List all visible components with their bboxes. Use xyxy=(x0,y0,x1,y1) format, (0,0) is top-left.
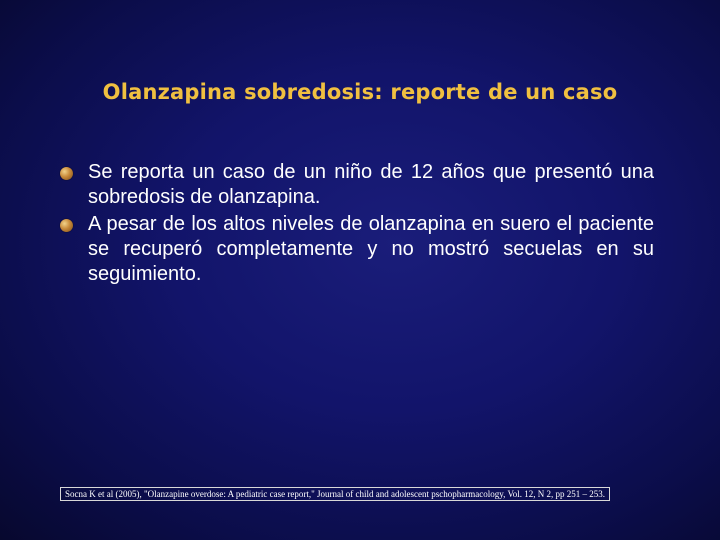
list-item xyxy=(60,160,654,210)
list-item xyxy=(60,212,654,287)
citation-box: Socna K et al (2005), "Olanzapine overdose: A pediatric case report," Journal of child and adolescent pschopharmacology, Vol. 12, N 2, pp 251 – 253. xyxy=(60,487,610,501)
bullet-text: A pesar de los altos niveles de olanzapina en suero el paciente se recuperó completamente y no mostró secuelas en su seguimiento. xyxy=(88,213,654,285)
bullet-dot-icon xyxy=(60,219,73,232)
bullet-list xyxy=(60,160,654,289)
slide-title: Olanzapina sobredosis: reporte de un caso xyxy=(102,80,618,104)
bullet-text: Se reporta un caso de un niño de 12 años que presentó una sobredosis de olanzapina. xyxy=(88,161,654,208)
bullet-dot-icon xyxy=(60,167,73,180)
